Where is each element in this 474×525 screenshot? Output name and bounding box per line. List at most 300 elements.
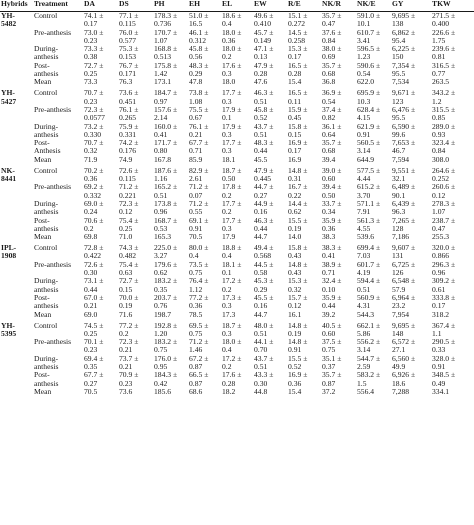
value-cell: 16.9 — [288, 155, 302, 164]
value-cell: 37.6 ± 0.84 — [322, 28, 342, 45]
value-cell: 184.3 ± 0.42 — [154, 371, 178, 388]
value-cell: 70.0 ± 0.19 — [119, 293, 139, 311]
hybrid-cell: IPL- 1908 — [1, 244, 17, 261]
table-row — [0, 62, 474, 79]
value-cell: 45.8 ± 0.52 — [254, 105, 274, 123]
value-cell: 6,439 ± 96.3 — [392, 199, 416, 217]
table-row — [0, 78, 474, 89]
table-row — [0, 244, 474, 261]
value-cell: 9,695 ± 138 — [392, 11, 416, 29]
hybrid-cell — [0, 123, 33, 140]
value-cell: 596.5 ± 1.23 — [357, 45, 381, 62]
hybrid-cell: YH- 5427 — [1, 89, 17, 106]
value-cell: 695.9 ± 10.3 — [357, 89, 381, 106]
treatment-cell: Pre-anthesis — [34, 183, 72, 192]
value-cell: 48.3 ± 0.44 — [254, 139, 274, 156]
value-cell: 74.9 — [119, 155, 133, 164]
value-cell: 69.0 ± 0.24 — [84, 199, 104, 217]
value-cell: 9,551 ± 32.1 — [392, 166, 416, 184]
value-cell: 17.3 — [222, 310, 236, 319]
value-cell: 238.7 ± 0.47 — [432, 216, 456, 233]
value-cell: 43.7 ± 0.51 — [254, 122, 274, 139]
value-cell: 343.2 ± 1.2 — [432, 89, 456, 106]
value-cell: 72.8 ± 0.422 — [84, 244, 104, 261]
value-cell: 39.4 — [322, 155, 336, 164]
value-cell: 47.8 — [189, 78, 203, 87]
value-cell: 15.9 ± 0.45 — [288, 105, 308, 123]
value-cell: 175.8 ± 1.42 — [154, 61, 178, 79]
value-cell: 18.0 ± 0.4 — [222, 338, 242, 355]
value-cell: 46.1 ± 0.312 — [189, 28, 209, 45]
value-cell: 644.9 — [357, 155, 375, 164]
value-cell: 73.3 ± 0.38 — [84, 45, 104, 62]
value-cell: 6,548 ± 57.9 — [392, 277, 416, 294]
value-cell: 38.0 ± 0.69 — [322, 45, 342, 62]
value-cell: 71.9 — [84, 155, 98, 164]
value-cell: 15.7 ± 0.12 — [288, 293, 308, 311]
value-cell: 44.1 ± 0.70 — [254, 338, 274, 355]
value-cell: 77.2 ± 0.36 — [189, 293, 209, 311]
value-cell: 72.6 ± 0.115 — [119, 166, 139, 184]
header-da: DA — [83, 0, 118, 12]
value-cell: 77.1 ± 0.115 — [119, 11, 139, 29]
value-cell: 77.2 ± 0.2 — [119, 321, 139, 338]
value-cell: 73.6 — [119, 387, 133, 396]
treatment-cell: Post- anthesis — [34, 61, 59, 79]
value-cell: 583.2 ± 1.5 — [357, 371, 381, 388]
table-row — [0, 167, 474, 184]
value-cell: 76.1 ± 0.265 — [119, 105, 139, 123]
value-cell: 7,354 ± 95.5 — [392, 61, 416, 79]
value-cell: 662.1 ± 5.86 — [357, 321, 381, 338]
value-cell: 73.8 ± 1.08 — [189, 89, 209, 106]
value-cell: 17.6 ± 0.28 — [222, 371, 242, 388]
value-cell: 72.3 ± 0.0577 — [84, 105, 105, 123]
value-cell: 6,476 ± 95.5 — [392, 105, 416, 123]
value-cell: 46.3 ± 0.51 — [254, 89, 274, 106]
value-cell: 168.8 ± 0.513 — [154, 45, 178, 62]
hybrid-cell: NK- 8441 — [1, 166, 17, 184]
value-cell: 47.6 — [254, 78, 268, 87]
value-cell: 6,964 ± 23.2 — [392, 293, 416, 311]
value-cell: 71.6 — [119, 310, 133, 319]
value-cell: 69.8 — [84, 233, 98, 242]
value-cell: 74.1 ± 0.17 — [84, 11, 104, 29]
treatment-cell: Control — [34, 89, 58, 98]
value-cell: 556.4 — [357, 387, 375, 396]
value-cell: 69.4 ± 0.35 — [84, 354, 104, 371]
value-cell: 6,725 ± 126 — [392, 260, 416, 278]
treatment-cell: Pre-anthesis — [34, 105, 72, 114]
value-cell: 16.9 ± 0.36 — [288, 371, 308, 388]
treatment-cell: Mean — [34, 78, 52, 87]
table-row — [0, 322, 474, 339]
value-cell: 35.9 ± 0.36 — [322, 216, 342, 233]
value-cell: 37.2 — [322, 387, 336, 396]
value-cell: 320.0 ± 0.866 — [432, 244, 456, 261]
value-cell: 45.8 ± 0.56 — [189, 45, 209, 62]
value-cell: 590.6 ± 0.54 — [357, 61, 381, 79]
table-row — [0, 311, 474, 322]
value-cell: 14.8 ± 0.19 — [288, 321, 308, 338]
value-cell: 72.3 ± 0.21 — [119, 338, 139, 355]
value-cell: 271.5 ± 0.400 — [432, 11, 456, 29]
value-cell: 44.5 ± 0.58 — [254, 260, 274, 278]
value-cell: 15.1 ± 0.272 — [288, 11, 308, 29]
value-cell: 17.2 ± 0.2 — [222, 277, 242, 294]
value-cell: 17.7 ± 0.3 — [222, 216, 242, 233]
value-cell: 17.7 ± 0.2 — [222, 199, 242, 217]
value-cell: 171.7 ± 0.80 — [154, 139, 178, 156]
value-cell: 49.6 ± 0.410 — [254, 11, 274, 29]
value-cell: 225.0 ± 3.27 — [154, 244, 178, 261]
table-row — [0, 261, 474, 278]
hybrid-cell — [0, 388, 33, 399]
value-cell: 44.9 ± 0.16 — [254, 199, 274, 217]
value-cell: 226.6 ± 1.75 — [432, 28, 456, 45]
value-cell: 18.0 ± 0.36 — [222, 28, 242, 45]
header-treatment: Treatment — [33, 0, 83, 12]
value-cell: 70.9 ± 0.23 — [119, 371, 139, 388]
value-cell: 85.9 — [189, 155, 203, 164]
value-cell: 17.2 ± 0.2 — [222, 354, 242, 371]
value-cell: 316.5 ± 0.77 — [432, 61, 456, 79]
value-cell: 17.6 ± 0.3 — [222, 61, 242, 79]
value-cell: 39.4 ± 0.50 — [322, 183, 342, 200]
table-row — [0, 388, 474, 399]
value-cell: 6,926 ± 18.6 — [392, 371, 416, 388]
value-cell: 6,572 ± 27.1 — [392, 338, 416, 355]
value-cell: 67.0 ± 0.21 — [84, 293, 104, 311]
value-cell: 47.9 ± 0.445 — [254, 166, 274, 184]
treatment-cell: During- anthesis — [34, 122, 59, 139]
value-cell: 544.7 ± 2.59 — [357, 354, 381, 371]
value-cell: 71.2 ± 0.221 — [119, 183, 139, 200]
value-cell: 47.1 ± 0.13 — [254, 45, 274, 62]
value-cell: 76.3 — [119, 78, 133, 87]
value-cell: 367.4 ± 1.1 — [432, 321, 456, 338]
value-cell: 16.7 ± 0.22 — [288, 183, 308, 200]
table-row — [0, 106, 474, 123]
value-cell: 73.7 ± 0.21 — [119, 354, 139, 371]
value-cell: 44.7 — [254, 233, 268, 242]
value-cell: 18.1 — [222, 155, 236, 164]
value-cell: 18.7 ± 0.3 — [222, 321, 242, 338]
value-cell: 35.9 ± 0.44 — [322, 293, 342, 311]
value-cell: 185.6 — [154, 387, 172, 396]
value-cell: 15.5 ± 0.52 — [288, 354, 308, 371]
value-cell: 9,671 ± 123 — [392, 89, 416, 106]
value-cell: 165.3 — [154, 233, 172, 242]
hybrid-cell — [0, 233, 33, 244]
value-cell: 176.0 ± 0.95 — [154, 354, 178, 371]
value-cell: 45.5 ± 0.16 — [254, 293, 274, 311]
treatment-cell: Mean — [34, 233, 52, 242]
value-cell: 17.7 ± 0.3 — [222, 89, 242, 106]
value-cell: 167.8 — [154, 155, 172, 164]
value-cell: 14.4 ± 0.62 — [288, 199, 308, 217]
treatment-cell: Mean — [34, 310, 52, 319]
value-cell: 173.8 ± 0.96 — [154, 199, 178, 217]
value-cell: 17.9 — [222, 233, 236, 242]
value-cell: 76.4 ± 1.12 — [189, 277, 209, 294]
value-cell: 71.2 ± 0.07 — [189, 183, 209, 200]
value-cell: 35.7 ± 0.47 — [322, 11, 342, 29]
table-row — [0, 277, 474, 294]
value-cell: 73.3 — [84, 78, 98, 87]
value-cell: 14.8 ± 0.43 — [288, 260, 308, 278]
treatment-cell: Mean — [34, 387, 52, 396]
value-cell: 7,954 — [392, 310, 410, 319]
value-cell: 67.7 ± 0.71 — [189, 139, 209, 156]
value-cell: 18.8 ± 0.4 — [222, 244, 242, 261]
value-cell: 66.5 ± 0.87 — [189, 371, 209, 388]
value-cell: 35.1 ± 0.37 — [322, 354, 342, 371]
treatment-cell: Post- Anthesis — [34, 139, 61, 156]
value-cell: 18.2 — [222, 387, 236, 396]
value-cell: 75.4 ± 0.25 — [119, 216, 139, 233]
value-cell: 290.5 ± 0.33 — [432, 338, 456, 355]
value-cell: 560.9 ± 4.31 — [357, 293, 381, 311]
value-cell: 183.2 ± 0.75 — [154, 338, 178, 355]
value-cell: 184.7 ± 0.97 — [154, 89, 178, 106]
value-cell: 15.5 ± 0.19 — [288, 216, 308, 233]
treatment-cell: Control — [34, 321, 58, 330]
value-cell: 76.1 ± 0.21 — [189, 122, 209, 139]
value-cell: 198.7 — [154, 310, 172, 319]
value-cell: 7,594 — [392, 155, 410, 164]
value-cell: 75.9 ± 0.331 — [119, 122, 139, 139]
treatment-cell: Post- anthesis — [34, 216, 59, 233]
table-row — [0, 123, 474, 140]
treatment-cell: During- anthesis — [34, 354, 59, 371]
table-row — [0, 294, 474, 311]
treatment-cell: During- anthesis — [34, 45, 59, 62]
value-cell: 17.9 ± 0.1 — [222, 105, 242, 123]
hybrid-cell — [0, 294, 33, 311]
value-cell: 73.1 ± 0.44 — [84, 277, 104, 294]
header-el: EL — [221, 0, 253, 12]
table-row — [0, 139, 474, 156]
value-cell: 73.2 ± 0.330 — [84, 122, 104, 139]
value-cell: 35.7 ± 0.87 — [322, 371, 342, 388]
value-cell: 43.3 ± 0.30 — [254, 371, 274, 388]
hybrid-cell — [0, 139, 33, 156]
value-cell: 44.7 — [254, 310, 268, 319]
value-cell: 556.2 ± 3.14 — [357, 338, 381, 355]
value-cell: 18.1 ± 0.1 — [222, 260, 242, 278]
value-cell: 48.3 ± 0.29 — [189, 61, 209, 79]
value-cell: 74.2 ± 0.176 — [119, 139, 139, 156]
value-cell: 44.7 ± 0.27 — [254, 183, 274, 200]
value-cell: 78.5 — [189, 310, 203, 319]
value-cell: 40.5 ± 0.60 — [322, 321, 342, 338]
value-cell: 17.7 ± 0.3 — [222, 139, 242, 156]
value-cell: 289.0 ± 0.93 — [432, 122, 456, 139]
value-cell: 318.2 — [432, 310, 450, 319]
value-cell: 621.9 ± 0.91 — [357, 122, 381, 139]
value-cell: 591.0 ± 10.1 — [357, 11, 381, 29]
value-cell: 35.7 ± 0.68 — [322, 61, 342, 79]
value-cell: 74.5 ± 0.25 — [84, 321, 104, 338]
value-cell: 168.7 ± 0.53 — [154, 216, 178, 233]
value-cell: 39.0 ± 0.60 — [322, 166, 342, 184]
value-cell: 72.7 ± 0.15 — [119, 277, 139, 294]
value-cell: 170.7 ± 1.07 — [154, 28, 178, 45]
value-cell: 571.1 ± 7.91 — [357, 199, 381, 217]
value-cell: 334.1 — [432, 387, 450, 396]
value-cell: 14.8 ± 0.91 — [288, 338, 308, 355]
value-cell: 561.3 ± 4.55 — [357, 216, 381, 233]
value-cell: 14.5 ± 0.258 — [288, 28, 308, 45]
value-cell: 179.6 ± 0.62 — [154, 260, 178, 278]
value-cell: 7,186 — [392, 233, 410, 242]
value-cell: 82.9 ± 2.61 — [189, 166, 209, 184]
value-cell: 348.5 ± 0.49 — [432, 371, 456, 388]
value-cell: 38.3 ± 0.41 — [322, 244, 342, 261]
value-cell: 49.4 ± 0.568 — [254, 244, 274, 261]
value-cell: 157.6 ± 2.14 — [154, 105, 178, 123]
value-cell: 264.6 ± 0.252 — [432, 166, 456, 184]
value-cell: 67.2 ± 0.87 — [189, 354, 209, 371]
treatment-cell: Pre-anthesis — [34, 28, 72, 37]
value-cell: 16.1 — [288, 310, 302, 319]
value-cell: 39.2 — [322, 310, 336, 319]
value-cell: 36.8 — [322, 78, 336, 87]
value-cell: 296.3 ± 0.96 — [432, 260, 456, 278]
value-cell: 17.8 ± 0.2 — [222, 183, 242, 200]
value-cell: 615.2 ± 3.70 — [357, 183, 381, 200]
header-nke: NK/E — [356, 0, 391, 12]
table-row — [0, 200, 474, 217]
value-cell: 18.7 ± 0.50 — [222, 166, 242, 184]
value-cell: 43.7 ± 0.51 — [254, 354, 274, 371]
treatment-cell: Pre-anthesis — [34, 338, 72, 347]
value-cell: 46.3 ± 0.44 — [254, 216, 274, 233]
value-cell: 165.2 ± 0.51 — [154, 183, 178, 200]
value-cell: 45.7 ± 0.149 — [254, 28, 274, 45]
value-cell: 15.8 ± 0.15 — [288, 122, 308, 139]
value-cell: 76.7 ± 0.171 — [119, 61, 139, 79]
header-tkw: TKW — [431, 0, 474, 12]
table-row — [0, 338, 474, 355]
value-cell: 6,590 ± 99.6 — [392, 122, 416, 139]
hybrid-cell — [0, 261, 33, 278]
value-cell: 15.4 — [288, 387, 302, 396]
header-eh: EH — [188, 0, 221, 12]
value-cell: 17.9 ± 0.3 — [222, 122, 242, 139]
value-cell: 73.5 ± 0.75 — [189, 260, 209, 278]
value-cell: 35.7 ± 0.68 — [322, 139, 342, 156]
value-cell: 6,489 ± 90.1 — [392, 183, 416, 200]
treatment-cell: Pre-anthesis — [34, 260, 72, 269]
value-cell: 577.5 ± 4.44 — [357, 166, 381, 184]
hybrid-cell — [0, 29, 33, 46]
value-cell: 75.5 ± 0.67 — [189, 105, 209, 123]
value-cell: 278.3 ± 1.07 — [432, 199, 456, 217]
table-row — [0, 233, 474, 244]
value-cell: 51.0 ± 16.5 — [189, 11, 209, 29]
value-cell: 72.3 ± 0.12 — [119, 199, 139, 217]
value-cell: 17.3 ± 0.3 — [222, 293, 242, 311]
header-ew: EW — [253, 0, 287, 12]
table-row — [0, 371, 474, 388]
treatment-cell: Post- anthesis — [34, 371, 59, 388]
hybrid-cell: YH- 5395 — [1, 321, 17, 338]
header-ph: PH — [153, 0, 188, 12]
value-cell: 160.0 ± 0.41 — [154, 122, 178, 139]
value-cell: 70.2 ± 0.36 — [84, 166, 104, 184]
header-re: R/E — [287, 0, 321, 12]
value-cell: 73.0 ± 0.23 — [84, 28, 104, 45]
table-row — [0, 12, 474, 29]
value-cell: 47.9 ± 0.28 — [254, 61, 274, 79]
value-cell: 699.4 ± 7.03 — [357, 244, 381, 261]
header-ds: DS — [118, 0, 153, 12]
treatment-cell: Control — [34, 11, 58, 20]
value-cell: 38.9 ± 0.71 — [322, 260, 342, 278]
value-cell: 7,653 ± 46.7 — [392, 139, 416, 156]
table-row — [0, 156, 474, 167]
value-cell: 69.1 ± 0.91 — [189, 216, 209, 233]
table-row — [0, 355, 474, 372]
value-cell: 16.5 ± 0.11 — [288, 89, 308, 106]
value-cell: 14.8 ± 0.31 — [288, 166, 308, 184]
hybrid-cell — [0, 217, 33, 234]
value-cell: 45.3 ± 0.29 — [254, 277, 274, 294]
value-cell: 69.5 ± 0.75 — [189, 321, 209, 338]
value-cell: 15.3 ± 0.32 — [288, 277, 308, 294]
header-hybrids: Hybrids — [0, 0, 33, 12]
value-cell: 18.0 ± 0.2 — [222, 45, 242, 62]
hybrid-cell — [0, 62, 33, 79]
value-cell: 7,534 — [392, 78, 410, 87]
hybrid-cell — [0, 277, 33, 294]
hybrid-cell — [0, 311, 33, 322]
value-cell: 239.6 ± 0.81 — [432, 45, 456, 62]
table-row — [0, 217, 474, 234]
value-cell: 14.0 — [288, 233, 302, 242]
value-cell: 70.7 ± 0.23 — [84, 89, 104, 106]
table-row — [0, 89, 474, 106]
value-cell: 38.3 — [322, 233, 336, 242]
treatment-cell: Control — [34, 166, 58, 175]
value-cell: 48.0 ± 0.51 — [254, 321, 274, 338]
value-cell: 72.7 ± 0.25 — [84, 61, 104, 79]
value-cell: 44.8 — [254, 387, 268, 396]
value-cell: 6,225 ± 150 — [392, 45, 416, 62]
hybrid-cell — [0, 371, 33, 388]
value-cell: 18.0 — [222, 78, 236, 87]
value-cell: 70.1 ± 0.23 — [84, 338, 104, 355]
value-cell: 178.3 ± 0.736 — [154, 11, 178, 29]
hybrid-cell — [0, 355, 33, 372]
hybrid-cell — [0, 200, 33, 217]
value-cell: 67.7 ± 0.27 — [84, 371, 104, 388]
value-cell: 70.6 ± 0.2 — [84, 216, 104, 233]
value-cell: 192.8 ± 1.20 — [154, 321, 178, 338]
value-cell: 263.5 — [432, 78, 450, 87]
table-row — [0, 183, 474, 200]
value-cell: 539.6 — [357, 233, 375, 242]
value-cell: 16.9 ± 0.17 — [288, 139, 308, 156]
treatment-cell: Mean — [34, 155, 52, 164]
value-cell: 9,607 ± 131 — [392, 244, 416, 261]
hybrid-cell — [0, 106, 33, 123]
value-cell: 560.5 ± 3.14 — [357, 139, 381, 156]
hybrid-cell: YH- 5482 — [1, 11, 17, 29]
hybrid-cell — [0, 45, 33, 62]
